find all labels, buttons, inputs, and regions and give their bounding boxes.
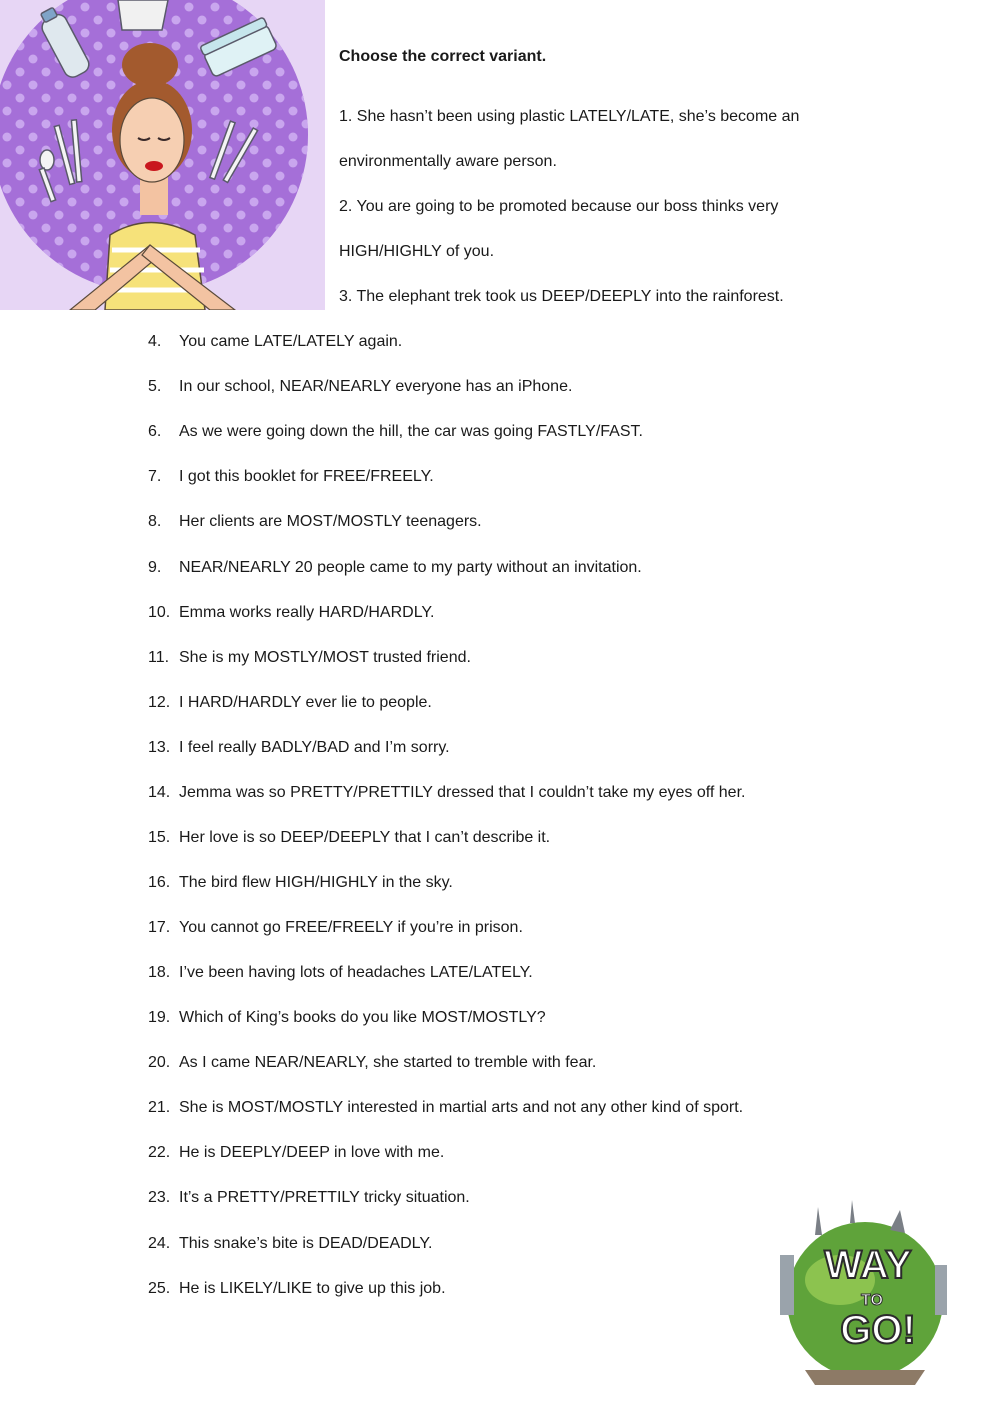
item-text: Jemma was so PRETTY/PRETTILY dressed that I couldn’t take my eyes off her. (179, 784, 746, 801)
item-number: 15. (148, 829, 171, 846)
intro-line-2: environmentally aware person. (339, 153, 557, 170)
intro-line-4: HIGH/HIGHLY of you. (339, 243, 495, 260)
list-item (148, 333, 402, 351)
list-item (148, 694, 432, 712)
page-title: Choose the correct variant. (339, 48, 547, 65)
list-item (148, 604, 434, 622)
item-text: As we were going down the hill, the car was going FASTLY/FAST. (179, 423, 643, 440)
item-text: He is DEEPLY/DEEP in love with me. (179, 1144, 445, 1161)
logo-text-to: TO (861, 1292, 883, 1309)
item-text: She is my MOSTLY/MOST trusted friend. (179, 649, 471, 666)
item-number: 22. (148, 1144, 171, 1161)
item-number: 25. (148, 1280, 171, 1297)
plastic-bag-icon (118, 0, 168, 30)
item-text: She is MOST/MOSTLY interested in martial arts and not any other kind of sport. (179, 1099, 744, 1116)
list-item (148, 513, 482, 531)
item-text: The bird flew HIGH/HIGHLY in the sky. (179, 874, 453, 891)
item-text: It’s a PRETTY/PRETTILY tricky situation. (179, 1189, 470, 1206)
list-item (148, 874, 453, 892)
item-number: 24. (148, 1235, 171, 1252)
item-number: 8. (148, 513, 162, 530)
item-text: Emma works really HARD/HARDLY. (179, 604, 435, 621)
list-item (148, 1054, 596, 1072)
list-item (148, 1280, 446, 1298)
item-number: 12. (148, 694, 171, 711)
item-number: 17. (148, 919, 171, 936)
item-text: I’ve been having lots of headaches LATE/LATELY. (179, 964, 533, 981)
item-number: 7. (148, 468, 162, 485)
item-text: I HARD/HARDLY ever lie to people. (179, 694, 432, 711)
item-number: 5. (148, 378, 162, 395)
list-item (148, 423, 643, 441)
list-item (148, 1009, 546, 1027)
item-text: This snake’s bite is DEAD/DEADLY. (179, 1235, 433, 1252)
woman-no-plastic-illustration (0, 0, 325, 310)
item-number: 6. (148, 423, 162, 440)
item-text: You cannot go FREE/FREELY if you’re in prison. (179, 919, 523, 936)
way-to-go-logo (760, 1195, 970, 1390)
item-text: In our school, NEAR/NEARLY everyone has an iPhone. (179, 378, 573, 395)
list-item (148, 559, 642, 577)
item-number: 4. (148, 333, 162, 350)
item-text: I got this booklet for FREE/FREELY. (179, 468, 434, 485)
item-number: 23. (148, 1189, 171, 1206)
item-text: I feel really BADLY/BAD and I’m sorry. (179, 739, 450, 756)
list-item (148, 468, 434, 486)
intro-line-3: 2. You are going to be promoted because our boss thinks very (339, 198, 779, 215)
list-item (148, 964, 533, 982)
list-item (148, 1189, 470, 1207)
item-number: 14. (148, 784, 171, 801)
item-text: He is LIKELY/LIKE to give up this job. (179, 1280, 446, 1297)
list-item (148, 739, 450, 757)
item-text: Which of King’s books do you like MOST/MOSTLY? (179, 1009, 546, 1026)
item-text: Her clients are MOST/MOSTLY teenagers. (179, 513, 482, 530)
item-text: NEAR/NEARLY 20 people came to my party without an invitation. (179, 559, 642, 576)
intro-line-1: 1. She hasn’t been using plastic LATELY/LATE, she’s become an (339, 108, 800, 125)
list-item (148, 919, 523, 937)
list-item (148, 1144, 444, 1162)
intro-line-5: 3. The elephant trek took us DEEP/DEEPLY into the rainforest. (339, 288, 784, 305)
logo-text-go: GO! (840, 1308, 916, 1352)
list-item (148, 378, 572, 396)
list-item (148, 784, 745, 802)
item-number: 21. (148, 1099, 171, 1116)
item-number: 20. (148, 1054, 171, 1071)
item-number: 11. (148, 649, 170, 666)
item-number: 16. (148, 874, 171, 891)
logo-text-way: WAY (824, 1243, 912, 1287)
item-number: 9. (148, 559, 162, 576)
list-item (148, 1235, 432, 1253)
item-text: As I came NEAR/NEARLY, she started to tremble with fear. (179, 1054, 597, 1071)
item-number: 18. (148, 964, 171, 981)
list-item (148, 1099, 743, 1117)
list-item (148, 829, 550, 847)
item-text: You came LATE/LATELY again. (179, 333, 403, 350)
item-text: Her love is so DEEP/DEEPLY that I can’t describe it. (179, 829, 551, 846)
item-number: 19. (148, 1009, 171, 1026)
item-number: 10. (148, 604, 171, 621)
item-number: 13. (148, 739, 171, 756)
list-item (148, 649, 471, 667)
